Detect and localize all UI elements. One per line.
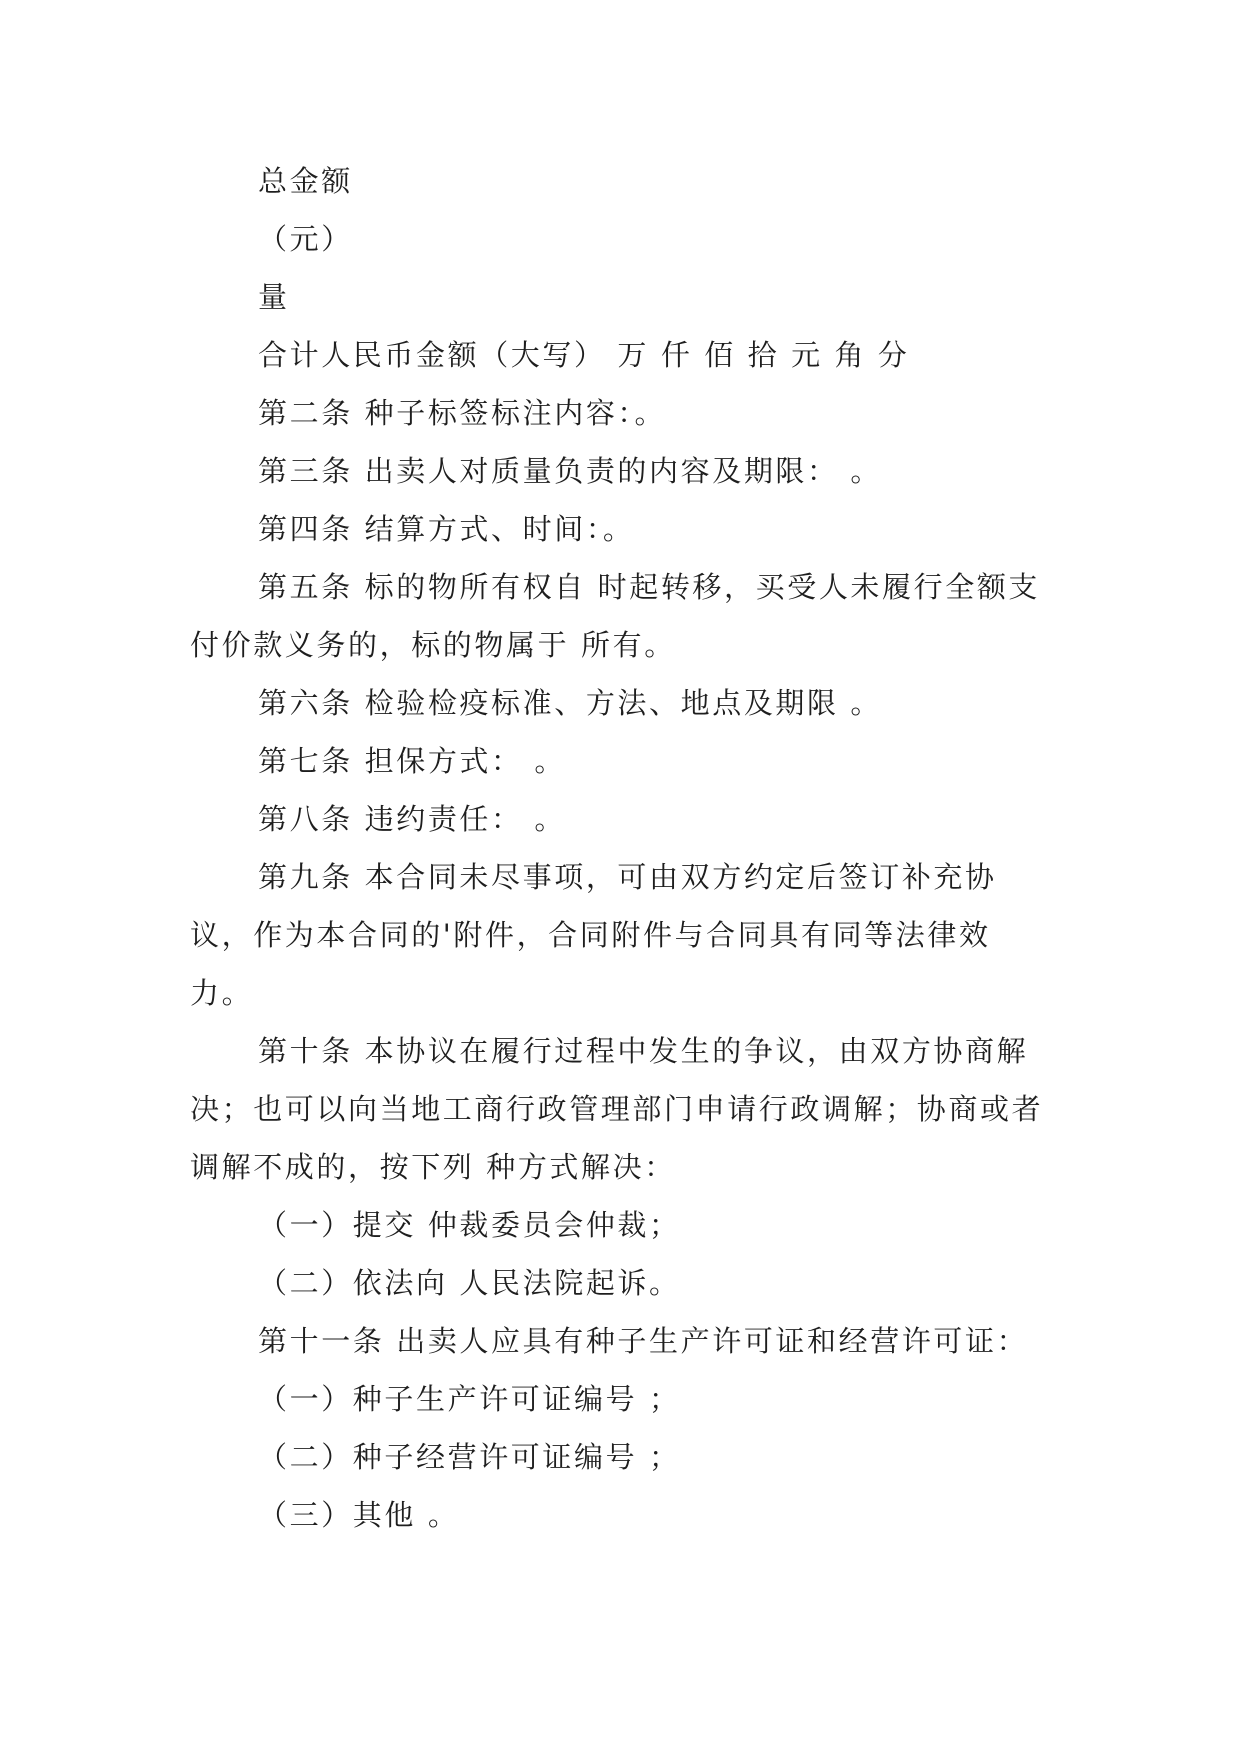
total-amount-in-words: 合计人民币金额（大写） 万 仟 佰 拾 元 角 分 <box>258 338 910 372</box>
article-6: 第六条 检验检疫标准、方法、地点及期限 。 <box>258 686 883 720</box>
article-5: 第五条 标的物所有权自 时起转移，买受人未履行全额支付价款义务的，标的物属于 所有。 <box>190 570 1041 662</box>
article-9: 第九条 本合同未尽事项，可由双方约定后签订补充协议，作为本合同的'附件，合同附件与合同具有同等法律效力。 <box>190 860 997 1010</box>
article-10-option-1: （一）提交 仲裁委员会仲裁； <box>258 1208 681 1242</box>
table-header-quantity: 量 <box>258 280 290 314</box>
table-header-unit: （元） <box>258 222 353 256</box>
article-11-item-2: （二）种子经营许可证编号 ； <box>258 1440 681 1474</box>
article-11: 第十一条 出卖人应具有种子生产许可证和经营许可证： <box>258 1324 1029 1358</box>
table-header-total-amount: 总金额 <box>258 164 353 198</box>
article-3: 第三条 出卖人对质量负责的内容及期限： 。 <box>258 454 883 488</box>
article-10-option-2: （二）依法向 人民法院起诉。 <box>258 1266 681 1300</box>
article-8: 第八条 违约责任： 。 <box>258 802 567 836</box>
article-4: 第四条 结算方式、时间：。 <box>258 512 635 546</box>
contract-body <box>190 152 1052 1544</box>
article-11-item-1: （一）种子生产许可证编号 ； <box>258 1382 681 1416</box>
article-7: 第七条 担保方式： 。 <box>258 744 567 778</box>
article-11-item-3: （三）其他 。 <box>258 1498 460 1532</box>
article-10: 第十条 本协议在履行过程中发生的争议，由双方协商解决；也可以向当地工商行政管理部门申请行政调解；协商或者调解不成的，按下列 种方式解决： <box>190 1034 1044 1184</box>
article-2: 第二条 种子标签标注内容：。 <box>258 396 667 430</box>
